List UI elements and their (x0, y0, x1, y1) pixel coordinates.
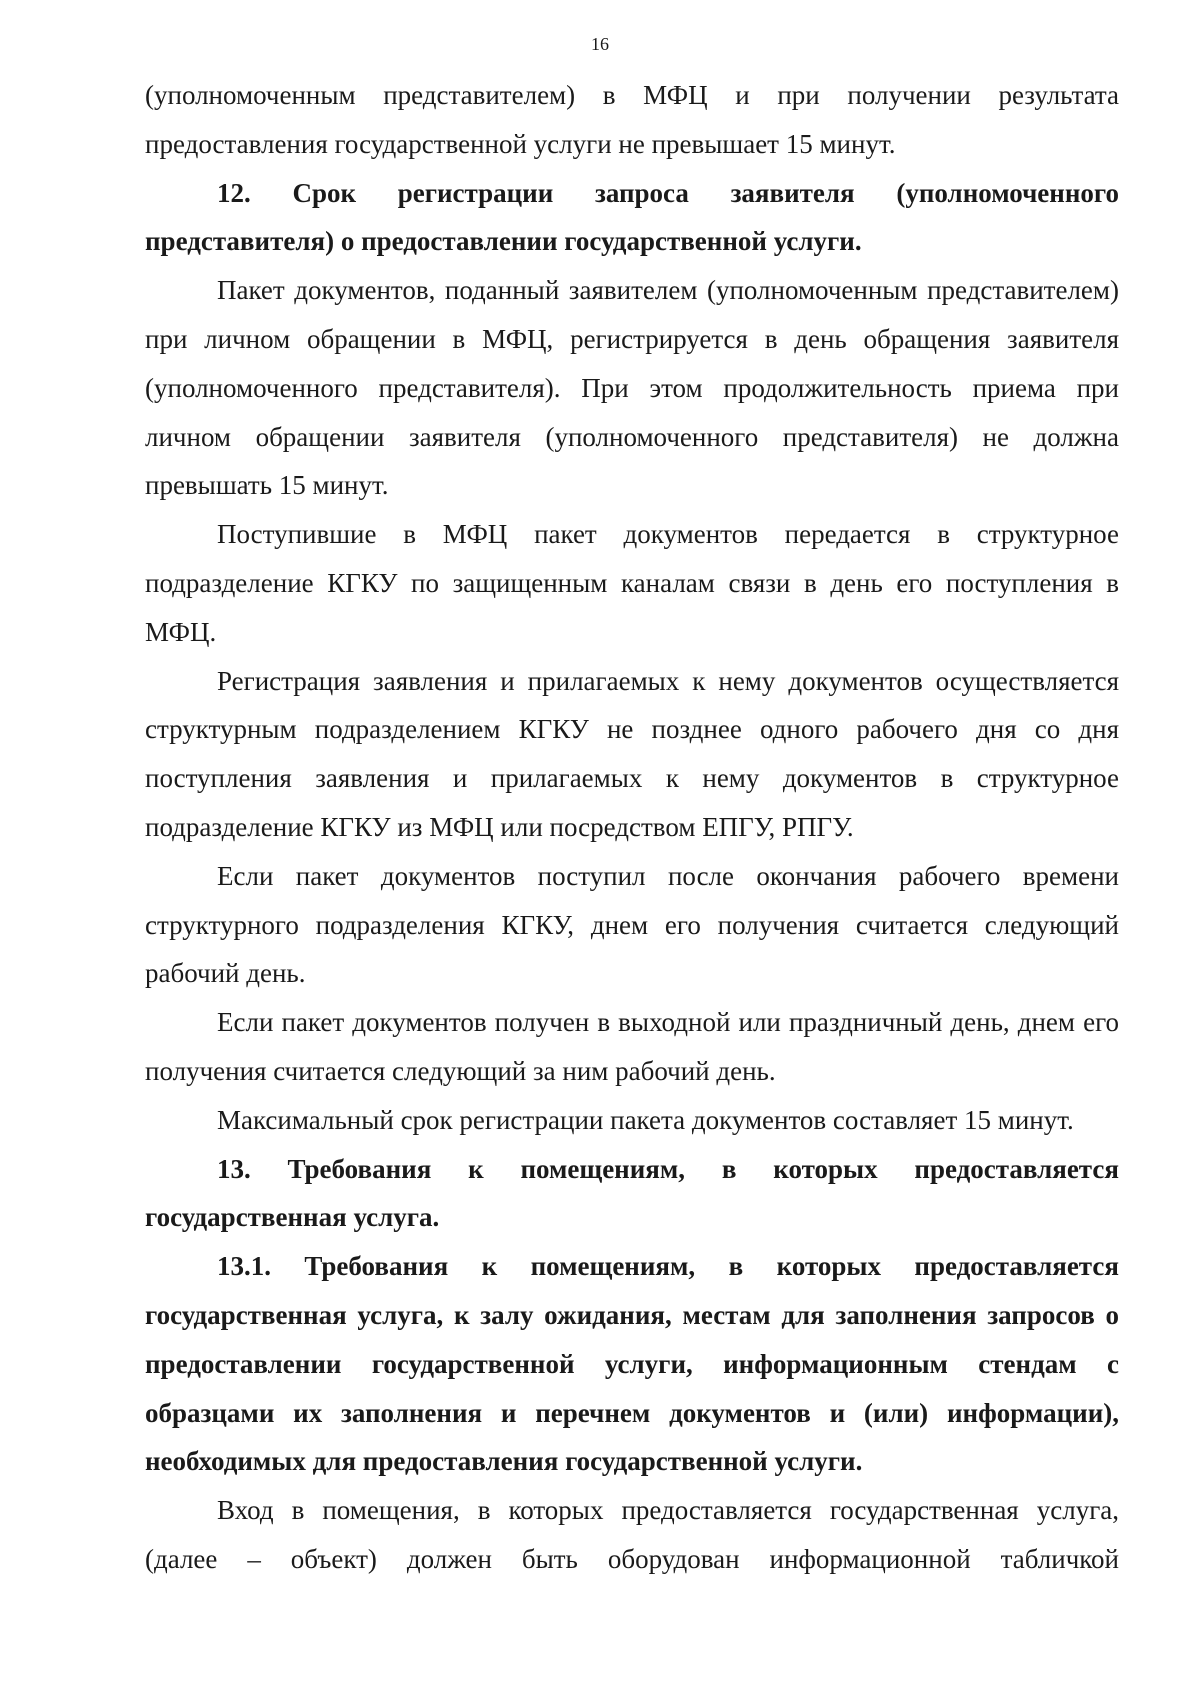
paragraph-max-term: Максимальный срок регистрации пакета документов составляет 15 минут. (217, 1104, 1074, 1135)
page-number: 16 (591, 34, 609, 54)
paragraph-transfer-to-kgku: Поступившие в МФЦ пакет документов передается в структурное подразделение КГКУ по защищенным каналам связи в день его поступления в МФЦ. (145, 519, 1119, 647)
document-body (145, 71, 1119, 1584)
section-heading-13: 13. Требования к помещениям, в которых предоставляется государственная услуга. (145, 1153, 1119, 1233)
paragraph-entrance-sign: Вход в помещения, в которых предоставляется государственная услуга, (далее – объект) должен быть оборудован информационной табличкой (145, 1495, 1119, 1574)
section-heading-12: 12. Срок регистрации запроса заявителя (уполномоченного представителя) о предоставлении государственной услуги. (145, 177, 1119, 257)
section-heading-13-1: 13.1. Требования к помещениям, в которых предоставляется государственная услуга, к залу ожидания, местам для заполнения запросов о предоставлении государственной услуги, информационным стендам с образцами их заполнения и перечнем документов и (или) информации), необходимых для предоставления государственной услуги. (145, 1251, 1119, 1477)
paragraph-registration-deadline: Регистрация заявления и прилагаемых к нему документов осуществляется структурным подразделением КГКУ не позднее одного рабочего дня со дня поступления заявления и прилагаемых к нему документов в структурное подразделение КГКУ из МФЦ или посредством ЕПГУ, РПГУ. (145, 665, 1119, 842)
paragraph-holiday: Если пакет документов получен в выходной или праздничный день, днем его получения считается следующий за ним рабочий день. (145, 1007, 1119, 1086)
paragraph-continuation: (уполномоченным представителем) в МФЦ и при получении результата предоставления государственной услуги не превышает 15 минут. (145, 80, 1119, 159)
paragraph-registration-package: Пакет документов, поданный заявителем (уполномоченным представителем) при личном обращении в МФЦ, регистрируется в день обращения заявителя (уполномоченного представителя). При этом продолжительность приема при личном обращении заявителя (уполномоченного представителя) не должна превышать 15 минут. (145, 275, 1119, 501)
paragraph-after-hours: Если пакет документов поступил после окончания рабочего времени структурного подразделения КГКУ, днем его получения считается следующий рабочий день. (145, 860, 1119, 989)
